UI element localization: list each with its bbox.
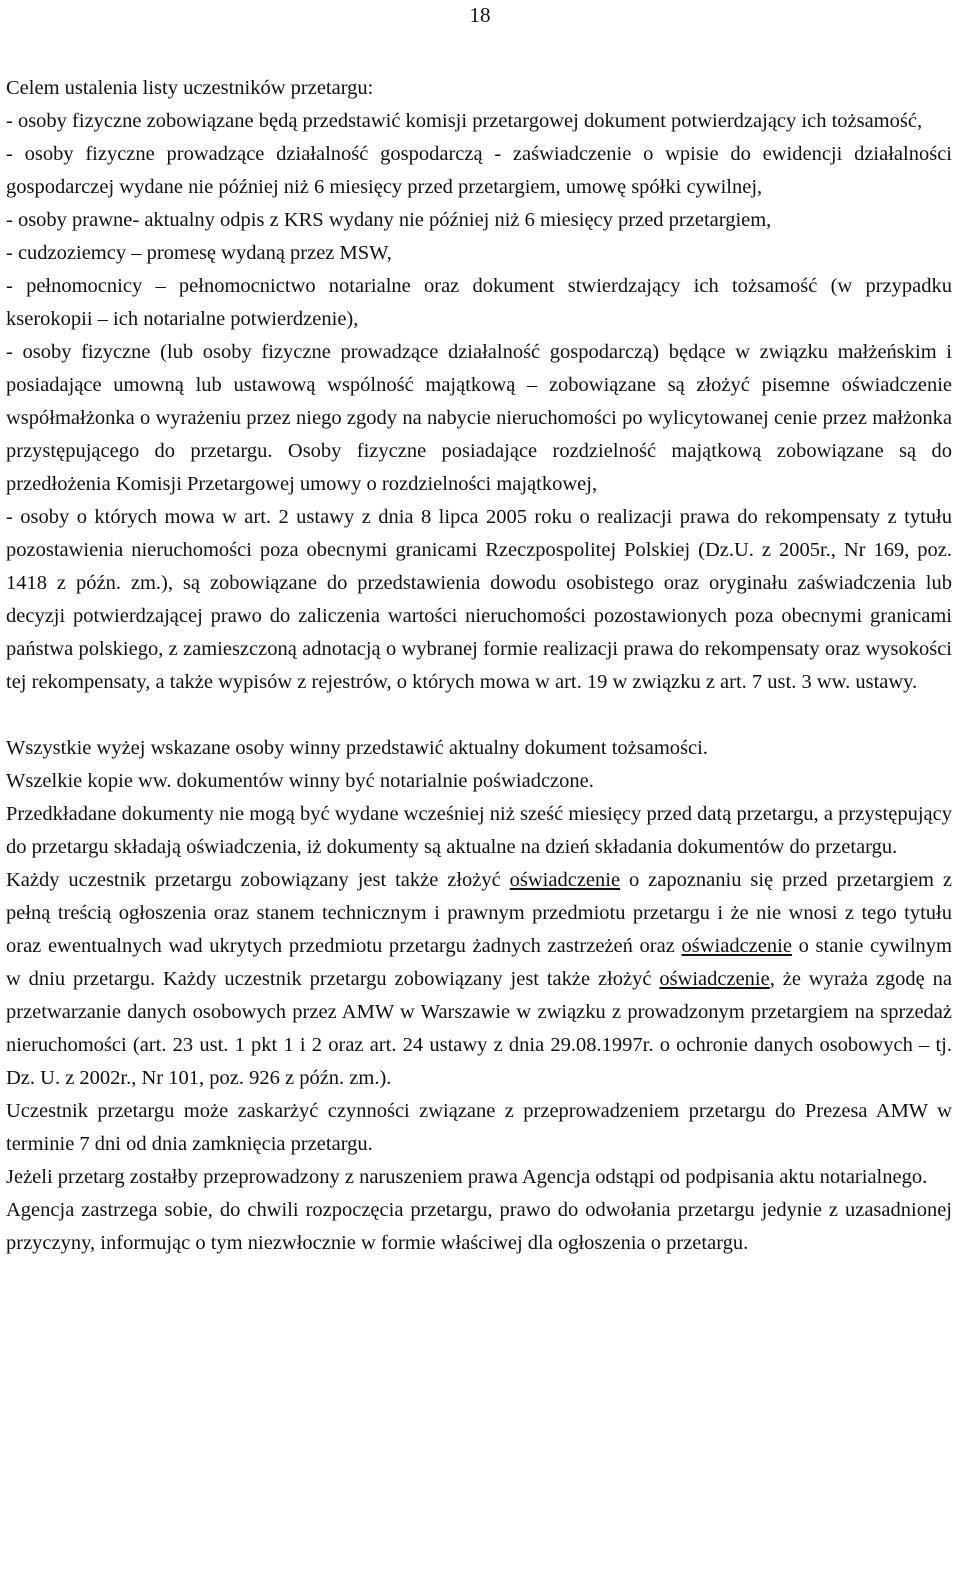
statement-text-2: o zapoznaniu się przed przetargiem z pełną treścią ogłoszenia oraz stanem technicznym i prawnym przedmiotu przetargu i że nie wnosi z tego tytułu oraz ewentualnych wad ukrytych przedmiotu przetargu żadnych zastrzeżeń oraz: [6, 869, 952, 957]
list-item-compensation: - osoby o których mowa w art. 2 ustawy z dnia 8 lipca 2005 roku o realizacji prawa do rekompensaty z tytułu pozostawienia nieruchomości poza obecnymi granicami Rzeczpospolitej Polskiej (Dz.U. z 2005r., Nr 169, poz. 1418 z późn. zm.), są zobowiązane do przedstawienia dowodu osobistego oraz oryginału zaświadczenia lub decyzji potwierdzającej prawo do zaliczenia wartości nieruchomości pozostawionych poza obecnymi granicami państwa polskiego, z zamieszczoną adnotacją o wybranej formie realizacji prawa do rekompensaty oraz wysokości tej rekompensaty, a także wypisów z rejestrów, o których mowa w art. 19 w związku z art. 7 ust. 3 ww. ustawy.: [6, 506, 952, 693]
paragraph-intro: Celem ustalenia listy uczestników przetargu:: [6, 77, 374, 99]
document-body: [6, 72, 952, 1260]
page-number: 18: [469, 3, 491, 27]
paragraph-appeal: Uczestnik przetargu może zaskarżyć czynności związane z przeprowadzeniem przetargu do Prezesa AMW w terminie 7 dni od dnia zamknięcia przetargu.: [6, 1100, 952, 1155]
list-item-proxies: - pełnomocnicy – pełnomocnictwo notarialne oraz dokument stwierdzający ich tożsamość (w przypadku kserokopii – ich notarialne potwierdzenie),: [6, 275, 952, 330]
list-item-business: - osoby fizyczne prowadzące działalność gospodarczą - zaświadczenie o wpisie do ewidencji działalności gospodarczej wydane nie później niż 6 miesięcy przed przetargiem, umowę spółki cywilnej,: [6, 143, 952, 198]
statement-link-2[interactable]: oświadczenie: [681, 935, 792, 957]
paragraph-identity-document: Wszystkie wyżej wskazane osoby winny przedstawić aktualny dokument tożsamości.: [6, 737, 708, 759]
statement-text-1: Każdy uczestnik przetargu zobowiązany jest także złożyć: [6, 869, 510, 891]
paragraph-participant-statements: [6, 864, 952, 1095]
paragraph-document-validity: Przedkładane dokumenty nie mogą być wydane wcześniej niż sześć miesięcy przed datą przetargu, a przystępujący do przetargu składają oświadczenia, iż dokumenty są aktualne na dzień składania dokumentów do przetargu.: [6, 803, 952, 858]
paragraph-violation: Jeżeli przetarg zostałby przeprowadzony z naruszeniem prawa Agencja odstąpi od podpisania aktu notarialnego.: [6, 1166, 928, 1188]
statement-text-4: , że wyraża zgodę na przetwarzanie danych osobowych przez AMW w Warszawie w związku z prowadzonym przetargiem na sprzedaż nieruchomości (art. 23 ust. 1 pkt 1 i 2 oraz art. 24 ustawy z dnia 29.08.1997r. o ochronie danych osobowych – tj. Dz. U. z 2002r., Nr 101, poz. 926 z późn. zm.).: [6, 968, 952, 1089]
statement-text-3: o stanie cywilnym w dniu przetargu. Każdy uczestnik przetargu zobowiązany jest także złożyć: [6, 935, 952, 990]
statement-link-1[interactable]: oświadczenie: [509, 869, 621, 891]
paragraph-notarized-copies: Wszelkie kopie ww. dokumentów winny być notarialnie poświadczone.: [6, 770, 594, 792]
paragraph-cancellation: Agencja zastrzega sobie, do chwili rozpoczęcia przetargu, prawo do odwołania przetargu jedynie z uzasadnionej przyczyny, informując o tym niezwłocznie w formie właściwej dla ogłoszenia o przetargu.: [6, 1199, 952, 1254]
list-item-married-persons: - osoby fizyczne (lub osoby fizyczne prowadzące działalność gospodarczą) będące w związku małżeńskim i posiadające umowną lub ustawową wspólność majątkową – zobowiązane są złożyć pisemne oświadczenie współmałżonka o wyrażeniu przez niego zgody na nabycie nieruchomości po wylicytowanej cenie przez małżonka przystępującego do przetargu. Osoby fizyczne posiadające rozdzielność majątkową zobowiązane są do przedłożenia Komisji Przetargowej umowy o rozdzielności majątkowej,: [6, 341, 952, 495]
paragraph-gap: [6, 699, 952, 732]
list-item-foreigners: - cudzoziemcy – promesę wydaną przez MSW,: [6, 242, 392, 264]
list-item-legal-persons: - osoby prawne- aktualny odpis z KRS wydany nie później niż 6 miesięcy przed przetargiem,: [6, 209, 772, 231]
statement-link-3[interactable]: oświadczenie: [659, 968, 770, 990]
list-item-natural-persons: - osoby fizyczne zobowiązane będą przedstawić komisji przetargowej dokument potwierdzający ich tożsamość,: [6, 110, 923, 132]
